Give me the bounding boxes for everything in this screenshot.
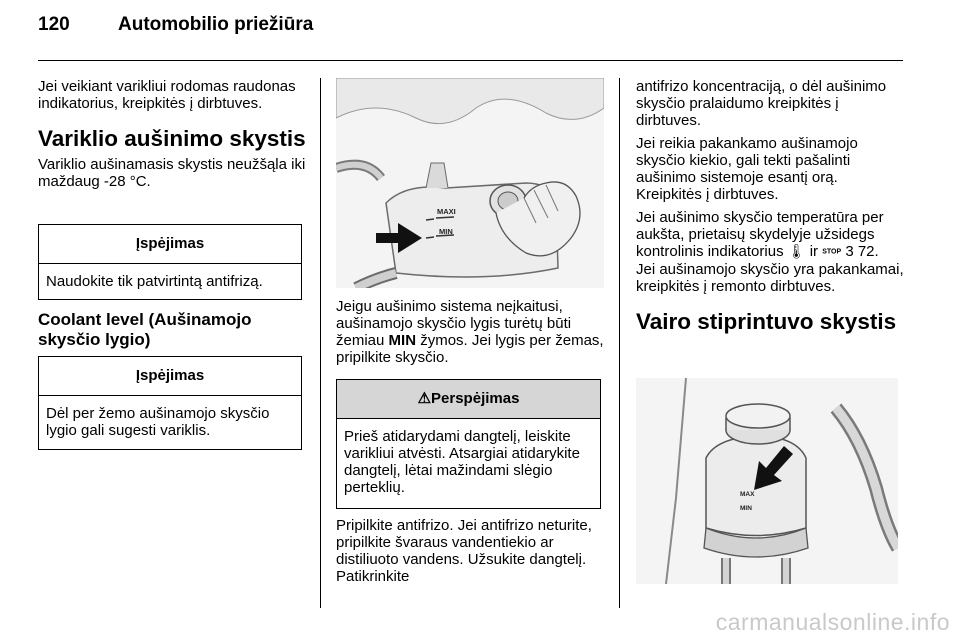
coolant-level-text-block (336, 298, 604, 372)
caution-title: Perspėjimas (431, 390, 520, 407)
caution-text: Prieš atidarydami dangtelį, leiskite varikliui atvėsti. Atsargiai atidarykite dangtelį, lėtai mažindami slėgio perteklių. (344, 428, 580, 496)
warning-text: Naudokite tik patvirtintą antifrizą. (46, 273, 263, 290)
coolant-temperature-icon: 🌡︎ (787, 243, 806, 259)
coolant-reservoir-illustration (336, 78, 604, 288)
watermark: carmanualsonline.info (715, 609, 950, 635)
coolant-text: Variklio aušinamasis skystis neužšąla iki maždaug -28 °C. (38, 156, 306, 190)
concentration-text: antifrizo koncentraciją, o dėl aušinimo skysčio pralaidumo kreipkitės į dirbtuves. (636, 78, 887, 129)
column-1 (38, 78, 306, 196)
max-mark-label: MAX (740, 491, 755, 498)
warning-text: Dėl per žemo aušinamojo skysčio lygio gali sugesti variklis. (46, 405, 270, 439)
warning-title: Įspėjimas (39, 357, 301, 396)
section-heading-coolant: Variklio aušinimo skystis (38, 126, 306, 151)
warning-title: Įspėjimas (39, 225, 301, 264)
warning-box-2 (38, 356, 302, 450)
page-number: 120 (38, 14, 70, 35)
coolant-reservoir-figure (336, 78, 604, 288)
intro-text: Jei veikiant varikliui rodomas raudonas indikatorius, kreipkitės į dirbtuves. (38, 78, 296, 112)
max-mark-label: MAXI (437, 207, 456, 216)
min-mark-label: MIN (740, 505, 752, 512)
refill-text-block (336, 517, 604, 591)
repair-text: Jei aušinamojo skysčio yra pakankamai, kreipkitės į remonto dirbtuves. (636, 260, 904, 295)
warning-box-1 (38, 224, 302, 300)
caution-header (337, 380, 600, 419)
column-divider-left (320, 78, 321, 608)
section-heading-power-steering: Vairo stiprintuvo skystis (636, 308, 897, 334)
header-rule (38, 60, 903, 61)
coolant-level-heading-block (38, 310, 300, 350)
min-mark-label: MIN (439, 227, 453, 236)
column-divider-right (619, 78, 620, 608)
min-mark-reference: MIN (388, 332, 417, 349)
warning-triangle-icon: ⚠ (417, 390, 432, 407)
caution-box (336, 379, 601, 509)
subsection-heading-coolant-level: Coolant level (Aušinamojo skysčio lygio) (38, 310, 252, 349)
power-steering-reservoir-figure (636, 378, 898, 584)
page-reference: 3 72. (845, 243, 879, 260)
page-title: Automobilio priežiūra (118, 14, 314, 35)
power-steering-illustration (636, 378, 898, 584)
temperature-text: Jei aušinimo skysčio temperatūra per aukšta, prietaisų skydelyje užsidegs kontrolinis indikatorius 🌡︎ ir STOP 3 72. (636, 209, 884, 260)
column-3 (636, 78, 904, 339)
coolant-level-text: Jeigu aušinimo sistema neįkaitusi, aušinamojo skysčio lygis turėtų būti žemiau MIN žymos. Jei lygis per žemas, pripilkite skysčio. (336, 298, 604, 366)
stop-indicator-label: STOP (822, 248, 842, 256)
refill-text: Pripilkite antifrizo. Jei antifrizo neturite, pripilkite švaraus vandentiekio ar distiliuoto vandens. Užsukite dangtelį. Patikrinkite (336, 517, 592, 585)
air-bleed-text: Jei reikia pakankamo aušinamojo skysčio kiekio, gali tekti pašalinti aušinimo sistemoje esantį orą. Kreipkitės į dirbtuves. (636, 135, 858, 203)
